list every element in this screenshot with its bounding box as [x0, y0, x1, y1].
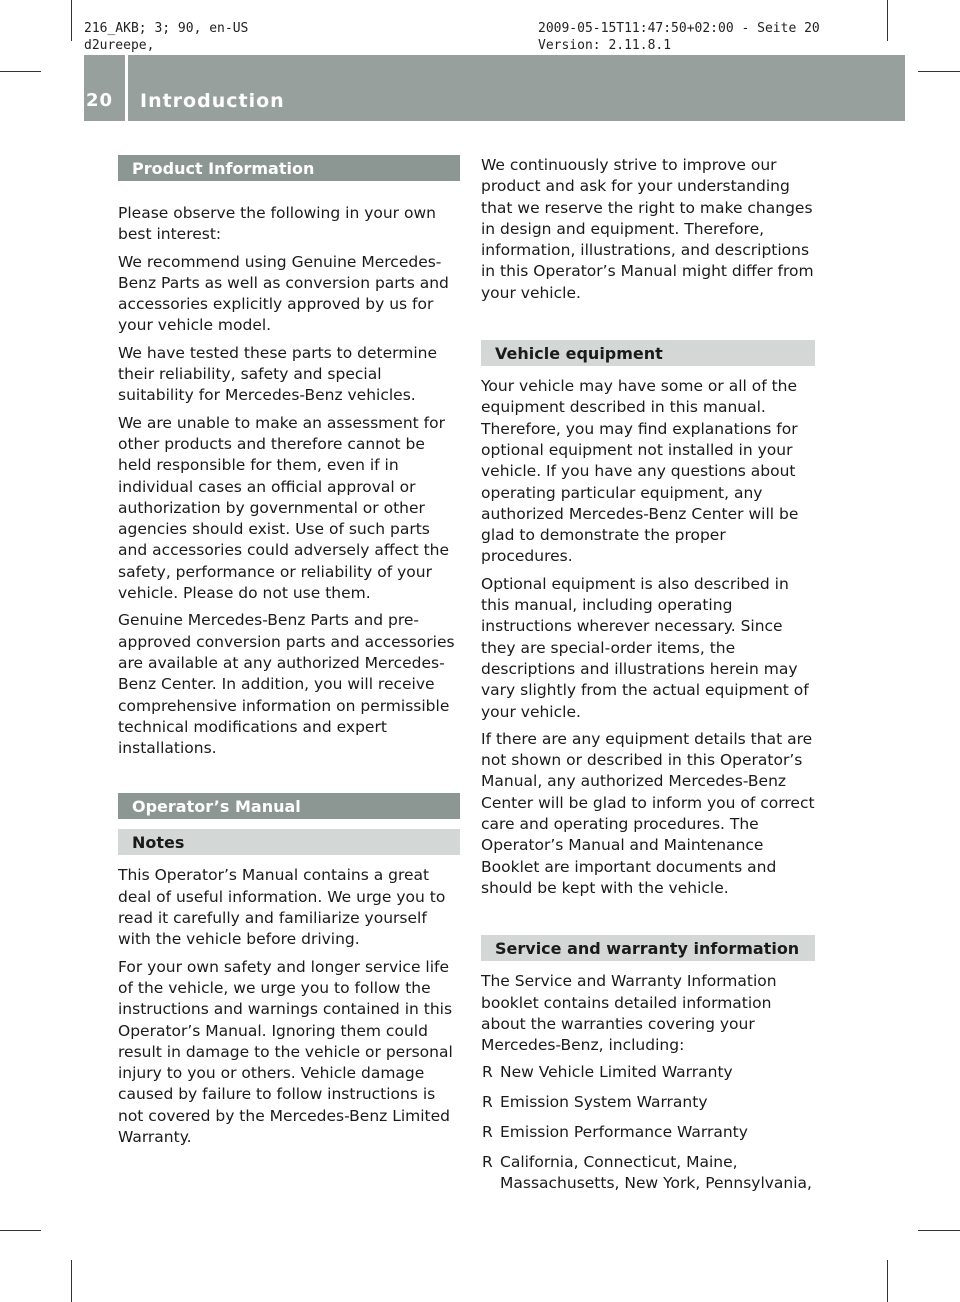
print-meta-right [538, 20, 820, 54]
left-column [118, 155, 460, 1154]
list-item [481, 1062, 815, 1083]
paragraph: Your vehicle may have some or all of the equipment described in this manual. Therefore, you may find explanations for optional equipment not installed in your vehicle. If you have any questions about operating particular equipment, any authorized Mercedes-Benz Center will be glad to demonstrate the proper procedures. [481, 377, 799, 566]
print-meta-right-line1: 2009-05-15T11:47:50+02:00 - Seite 20 [538, 21, 820, 36]
bullet-marker: R [482, 1122, 493, 1141]
print-meta-left-line1: 216_AKB; 3; 90, en-US [84, 21, 249, 36]
paragraph: We have tested these parts to determine their reliability, safety and special suitability for Mercedes-Benz vehicles. [118, 343, 438, 405]
print-meta-right-line2: Version: 2.11.8.1 [538, 38, 672, 53]
crop-mark-bottom-left-v [71, 1260, 72, 1302]
paragraph: Please observe the following in your own best interest: [118, 204, 436, 244]
list-item-text: Emission Performance Warranty [500, 1122, 748, 1141]
paragraph: We recommend using Genuine Mercedes-Benz Parts as well as conversion parts and accessories explicitly approved by us for your vehicle model. [118, 252, 449, 335]
paragraph: If there are any equipment details that are not shown or described in this Operator’s Manual, any authorized Mercedes-Benz Center will be glad to inform you of correct care and operating procedures. The Operator’s Manual and Maintenance Booklet are important documents and should be kept with the vehicle. [481, 729, 815, 897]
paragraph: This Operator’s Manual contains a great deal of useful information. We urge you to read it carefully and familiarize yourself with the vehicle before driving. [118, 866, 446, 949]
header-separator [125, 55, 128, 121]
section-heading-operators-manual: Operator’s Manual [118, 793, 460, 819]
crop-mark-top-left-v [71, 0, 72, 41]
page-number: 20 [86, 90, 114, 111]
paragraph: The Service and Warranty Information booklet contains detailed information about the warranties covering your Mercedes-Benz, including: [481, 972, 777, 1055]
paragraph: Genuine Mercedes-Benz Parts and pre-approved conversion parts and accessories are available at any authorized Mercedes-Benz Center. In addition, you will receive comprehensive information on permissible technical modifications and expert installations. [118, 611, 455, 758]
paragraph: Optional equipment is also described in this manual, including operating instructions wherever necessary. Since they are special-order items, the descriptions and illustrations herein may vary slightly from the actual equipment of your vehicle. [481, 574, 809, 721]
crop-mark-bottom-right-h [918, 1230, 960, 1231]
list-item-text: Emission System Warranty [500, 1093, 708, 1112]
bullet-marker: R [482, 1152, 493, 1171]
crop-mark-bottom-left-h [0, 1230, 41, 1231]
crop-mark-top-left-h [0, 71, 41, 72]
bullet-marker: R [482, 1063, 493, 1082]
crop-mark-top-right-v [887, 0, 888, 41]
list-item [481, 1122, 815, 1143]
list-item [481, 1092, 815, 1113]
section-heading-product-information: Product Information [118, 155, 460, 181]
subsection-heading-notes: Notes [118, 829, 460, 855]
print-meta-left-line2: d2ureepe, [84, 38, 155, 53]
section-heading-vehicle-equipment: Vehicle equipment [481, 340, 815, 366]
paragraph: We continuously strive to improve our product and ask for your understanding that we reserve the right to make changes in design and equipment. Therefore, information, illustrations, and descriptions in this Operator’s Manual might differ from your vehicle. [481, 156, 814, 302]
list-item-text: California, Connecticut, Maine, Massachusetts, New York, Pennsylvania, [500, 1152, 812, 1193]
warranty-list [481, 1062, 815, 1194]
section-heading-service-warranty: Service and warranty information [481, 935, 815, 961]
paragraph: For your own safety and longer service life of the vehicle, we urge you to follow the instructions and warnings contained in this Operator’s Manual. Ignoring them could result in damage to the vehicle or personal injury to you or others. Vehicle damage caused by failure to follow instructions is not covered by the Mercedes-Benz Limited Warranty. [118, 957, 453, 1146]
chapter-title: Introduction [140, 90, 285, 112]
list-item [481, 1152, 815, 1195]
right-column [481, 155, 815, 1203]
bullet-marker: R [482, 1093, 493, 1112]
crop-mark-top-right-h [918, 71, 960, 72]
paragraph: We are unable to make an assessment for other products and therefore cannot be held responsible for them, even if in individual cases an official approval or authorization by governmental or other agencies should exist. Use of such parts and accessories could adversely affect the safety, performance or reliability of your vehicle. Please do not use them. [118, 413, 450, 603]
print-meta-left [84, 20, 248, 54]
list-item-text: New Vehicle Limited Warranty [500, 1063, 733, 1082]
crop-mark-bottom-right-v [887, 1260, 888, 1302]
